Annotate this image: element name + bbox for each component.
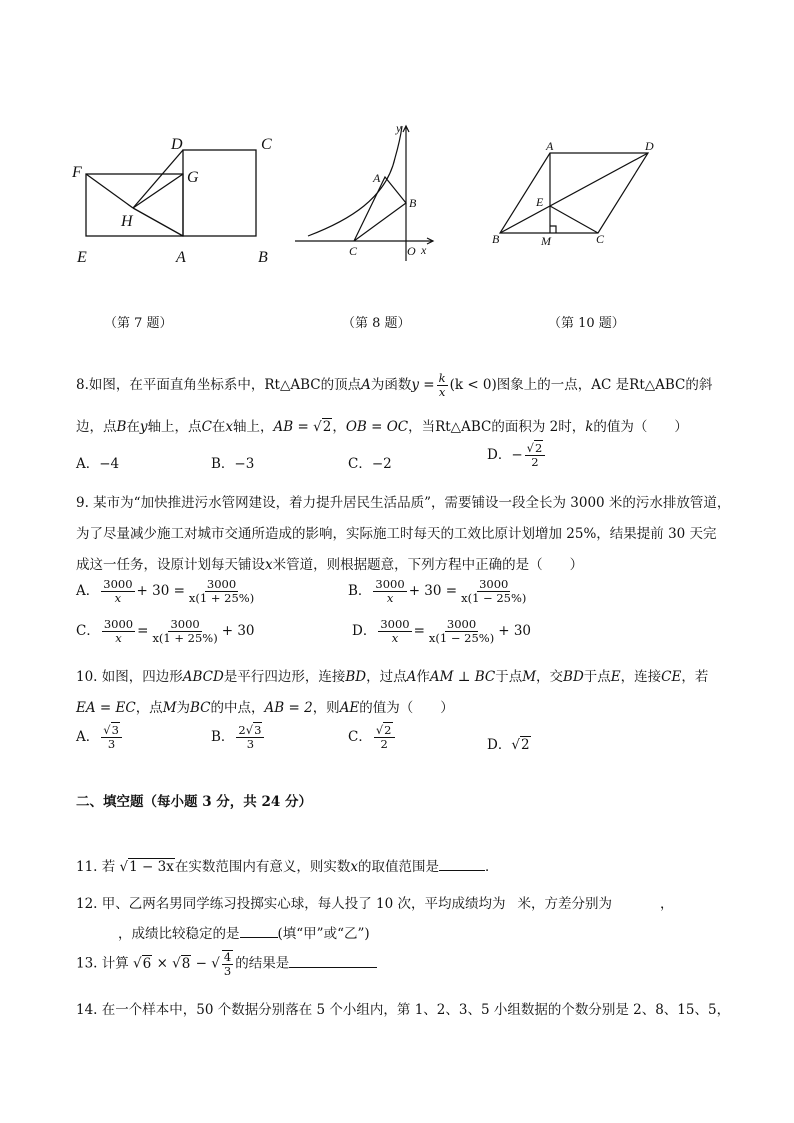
fig7-label-f: F <box>72 164 82 181</box>
q12-answer-blank[interactable] <box>240 937 278 938</box>
fig8-label-o: O <box>407 244 416 258</box>
q9-line-3: 成这一任务，设原计划每天铺设x米管道，则根据题意，下列方程中正确的是（ ） <box>76 557 584 573</box>
fig7-square-adcb <box>183 150 256 236</box>
fig10-label-c: C <box>596 232 605 246</box>
fig10-label-m: M <box>541 234 551 248</box>
figure-7 <box>70 130 290 270</box>
caption-fig7: （第 7 题） <box>104 316 173 331</box>
fig8-label-a: A <box>373 171 381 185</box>
fig7-label-c: C <box>261 136 272 153</box>
q10-option-b[interactable]: B． $\frac{2√3}{3}$ <box>211 724 266 751</box>
q10-option-a[interactable]: A． $\frac{√3}{3}$ <box>76 724 124 751</box>
q12-line-2: ，成绩比较稳定的是 (填“甲”或“乙”) <box>118 926 370 942</box>
fig8-label-b: B <box>409 196 417 210</box>
q11: 11. 若 √1 − 3x在实数范围内有意义，则实数x的取值范围是 ． <box>76 859 499 875</box>
fig10-right-angle <box>550 226 556 233</box>
figure-10 <box>488 135 668 250</box>
fig10-label-b: B <box>492 232 500 246</box>
fig7-label-h: H <box>121 213 133 230</box>
fig7-line-fh <box>86 174 133 208</box>
fig8-label-x: x <box>421 243 427 257</box>
q9-line-1: 9. 某市为“加快推进污水管网建设，着力提升居民生活品质”，需要铺设一段全长为 3000 米的污水排放管道， <box>76 495 731 511</box>
q10-line-2: EA = EC，点M为BC的中点，AB = 2，则AE的值为（ ） <box>76 700 454 716</box>
q12-line-1: 12. 甲、乙两名男同学练习投掷实心球，每人投了 10 次，平均成绩均为 米，方差分别为 ， <box>76 896 674 912</box>
q11-answer-blank[interactable] <box>439 870 485 871</box>
fig8-label-c: C <box>349 244 358 258</box>
fig7-label-b: B <box>258 249 268 266</box>
q8-line-1: 8.如图，在平面直角坐标系中，Rt△ABC的顶点A为函数y = $\frac{k}{x}$ (k < 0)图象上的一点，AC 是Rt△ABC的斜 <box>76 371 713 399</box>
section-2-title: 二、填空题（每小题 3 分，共 24 分） <box>76 794 312 810</box>
q13-answer-blank[interactable] <box>289 967 377 968</box>
q10-option-c[interactable]: C． $\frac{√2}{2}$ <box>348 724 397 751</box>
q8-option-a[interactable]: A．−4 <box>76 456 120 472</box>
fig8-triangle-abc <box>354 177 406 241</box>
q14-line-1: 14. 在一个样本中，50 个数据分别落在 5 个小组内，第 1、2、3、5 小组数据的个数分别是 2、8、15、5， <box>76 1002 731 1018</box>
fig8-label-y: y <box>396 121 402 135</box>
q8-option-c[interactable]: C．−2 <box>348 456 392 472</box>
fig7-label-a: A <box>176 249 186 266</box>
fig10-line-bd <box>500 153 648 233</box>
q8-option-b[interactable]: B．−3 <box>211 456 255 472</box>
q9-option-a[interactable]: A． $\frac{3000}{x}$ + 30 = $\frac{3000}{x(1 + 25\%)}$ <box>76 577 255 605</box>
fig7-label-g: G <box>187 169 199 186</box>
fig10-label-d: D <box>645 139 654 153</box>
q8-line-2: 边，点B在y轴上，点C在x轴上，AB = √2，OB = OC，当Rt△ABC的面积为 2时，k的值为（ ） <box>76 419 688 435</box>
fig10-label-e: E <box>536 195 544 209</box>
fig7-label-d: D <box>171 136 183 153</box>
fig7-label-e: E <box>77 249 87 266</box>
q10-option-d[interactable]: D．√2 <box>487 737 530 753</box>
q9-option-c[interactable]: C． $\frac{3000}{x}$ = $\frac{3000}{x(1 + 25\%)}$ + 30 <box>76 617 255 645</box>
q9-option-d[interactable]: D． $\frac{3000}{x}$ = $\frac{3000}{x(1 - 25\%)}$ + 30 <box>352 617 531 645</box>
caption-fig10: （第 10 题） <box>548 316 625 331</box>
figure-8 <box>290 118 440 263</box>
fig7-line-ha <box>133 208 183 236</box>
q9-line-2: 为了尽量减少施工对城市交通所造成的影响，实际施工时每天的工效比原计划增加 25%，结果提前 30 天完 <box>76 526 717 542</box>
fig10-label-a: A <box>546 139 554 153</box>
q13: 13. 计算 √6 × √8 − √ $\frac{4}{3}$ 的结果是 <box>76 950 377 978</box>
q10-line-1: 10. 如图，四边形ABCD是平行四边形，连接BD，过点A作AM ⊥ BC于点M，交BD于点E，连接CE，若 <box>76 669 709 685</box>
q8-option-d[interactable]: D．− $\frac{√2}{2}$ <box>487 442 547 469</box>
q8-func-fraction: $\frac{k}{x}$ <box>438 371 446 399</box>
fig10-line-ec <box>550 206 598 233</box>
q9-option-b[interactable]: B． $\frac{3000}{x}$ + 30 = $\frac{3000}{x(1 - 25\%)}$ <box>348 577 527 605</box>
caption-fig8: （第 8 题） <box>342 316 411 331</box>
